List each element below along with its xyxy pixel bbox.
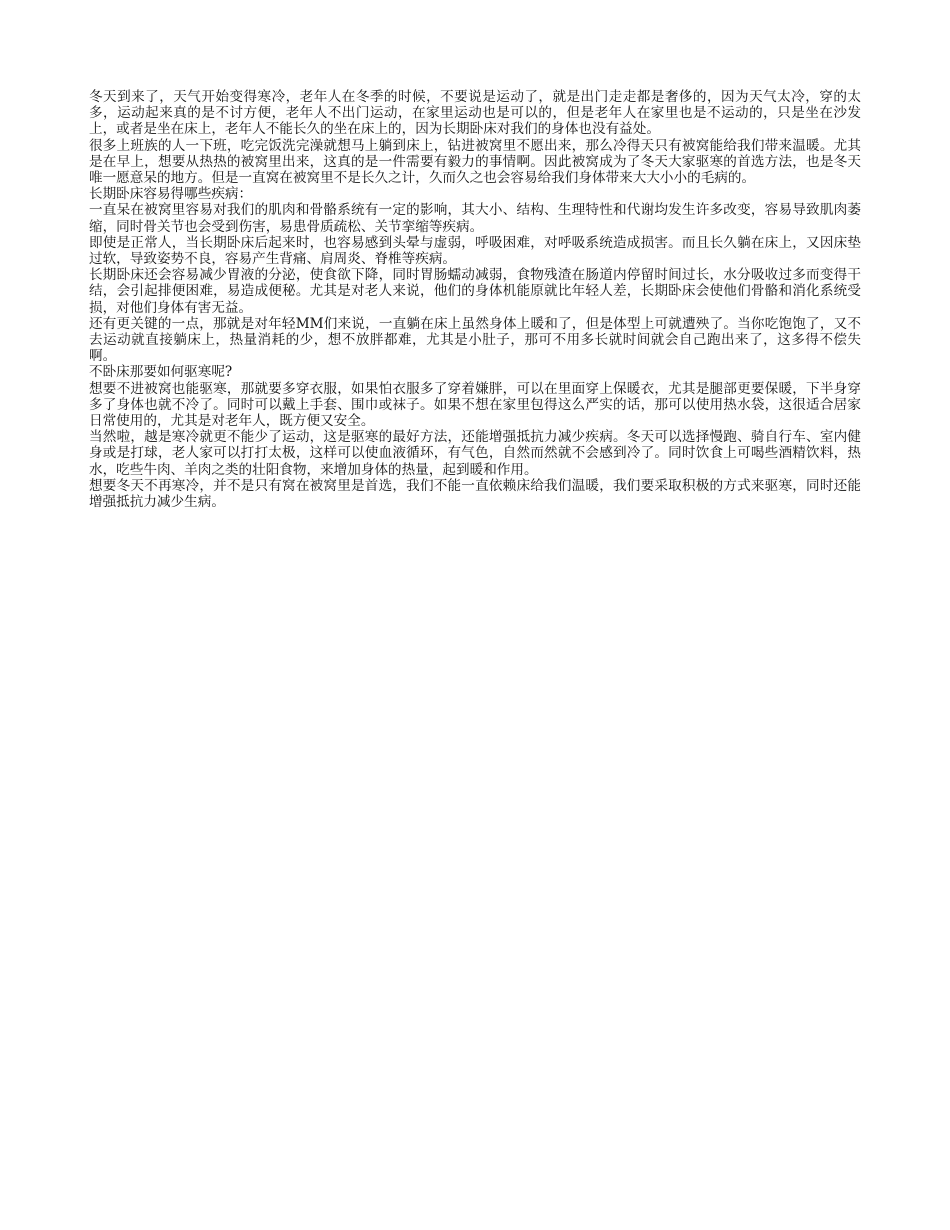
paragraph-muscles-bones: 一直呆在被窝里容易对我们的肌肉和骨骼系统有一定的影响，其大小、结构、生理特性和代谢均发生许多改变，容易导致肌肉萎缩，同时骨关节也会受到伤害，易患骨质疏松、关节挛缩等疾病。 bbox=[89, 202, 861, 235]
section-heading-diseases: 长期卧床容易得哪些疾病： bbox=[89, 186, 253, 203]
paragraph-exercise: 当然啦，越是寒冷就更不能少了运动，这是驱寒的最好方法，还能增强抵抗力减少疾病。冬天可以选择慢跑、骑自行车、室内健身或是打球，老人家可以打打太极，这样可以使血液循环，有气色，自然而然就不会感到冷了。同时饮食上可喝些酒精饮料，热水，吃些牛肉、羊肉之类的壮阳食物，来增加身体的热量，起到暖和作用。 bbox=[89, 429, 861, 478]
paragraph-clothing: 想要不进被窝也能驱寒，那就要多穿衣服，如果怕衣服多了穿着嫌胖，可以在里面穿上保暖衣，尤其是腿部更要保暖，下半身穿多了身体也就不冷了。同时可以戴上手套、围巾或袜子。如果不想在家里包得这么严实的话，那可以使用热水袋，这很适合居家日常使用的，尤其是对老年人，既方便又安全。 bbox=[89, 380, 861, 430]
paragraph-office-workers: 很多上班族的人一下班，吃完饭洗完澡就想马上躺到床上，钻进被窝里不愿出来，那么冷得天只有被窝能给我们带来温暖。尤其是在早上，想要从热热的被窝里出来，这真的是一件需要有毅力的事情啊。因此被窝成为了冬天大家驱寒的首选方法，也是冬天唯一愿意呆的地方。但是一直窝在被窝里不是长久之计，久而久之也会容易给我们身体带来大大小小的毛病的。 bbox=[89, 137, 861, 187]
paragraph-body-shape: 还有更关键的一点，那就是对年轻MM们来说，一直躺在床上虽然身体上暖和了，但是体型上可就遭殃了。当你吃饱饱了，又不去运动就直接躺床上，热量消耗的少，想不放胖都难，尤其是小肚子，那可不用多长就时间就会自己跑出来了，这多得不偿失啊。 bbox=[89, 315, 861, 365]
paragraph-intro: 冬天到来了，天气开始变得寒冷，老年人在冬季的时候，不要说是运动了，就是出门走走都是奢侈的，因为天气太冷，穿的太多，运动起来真的是不讨方便，老年人不出门运动，在家里运动也是可以的，但是老年人在家里也是不运动的，只是坐在沙发上，或者是坐在床上，老年人不能长久的坐在床上的，因为长期卧床对我们的身体也没有益处。 bbox=[89, 89, 861, 138]
document-page bbox=[89, 89, 861, 510]
paragraph-digestive: 长期卧床还会容易减少胃液的分泌，使食欲下降，同时胃肠蠕动减弱，食物残渣在肠道内停留时间过长，水分吸收过多而变得干结，会引起排便困难，易造成便秘。尤其是对老人来说，他们的身体机能原就比年轻人差，长期卧床会使他们骨骼和消化系统受损，对他们身体有害无益。 bbox=[89, 267, 861, 316]
section-heading-keep-warm: 不卧床那要如何驱寒呢? bbox=[89, 364, 233, 381]
paragraph-conclusion: 想要冬天不再寒冷，并不是只有窝在被窝里是首选，我们不能一直依赖床给我们温暖，我们要采取积极的方式来驱寒，同时还能增强抵抗力减少生病。 bbox=[89, 477, 861, 511]
paragraph-respiratory: 即使是正常人，当长期卧床后起来时，也容易感到头晕与虚弱，呼吸困难，对呼吸系统造成损害。而且长久躺在床上，又因床垫过软，导致姿势不良，容易产生背痛、肩周炎、脊椎等疾病。 bbox=[89, 234, 861, 268]
